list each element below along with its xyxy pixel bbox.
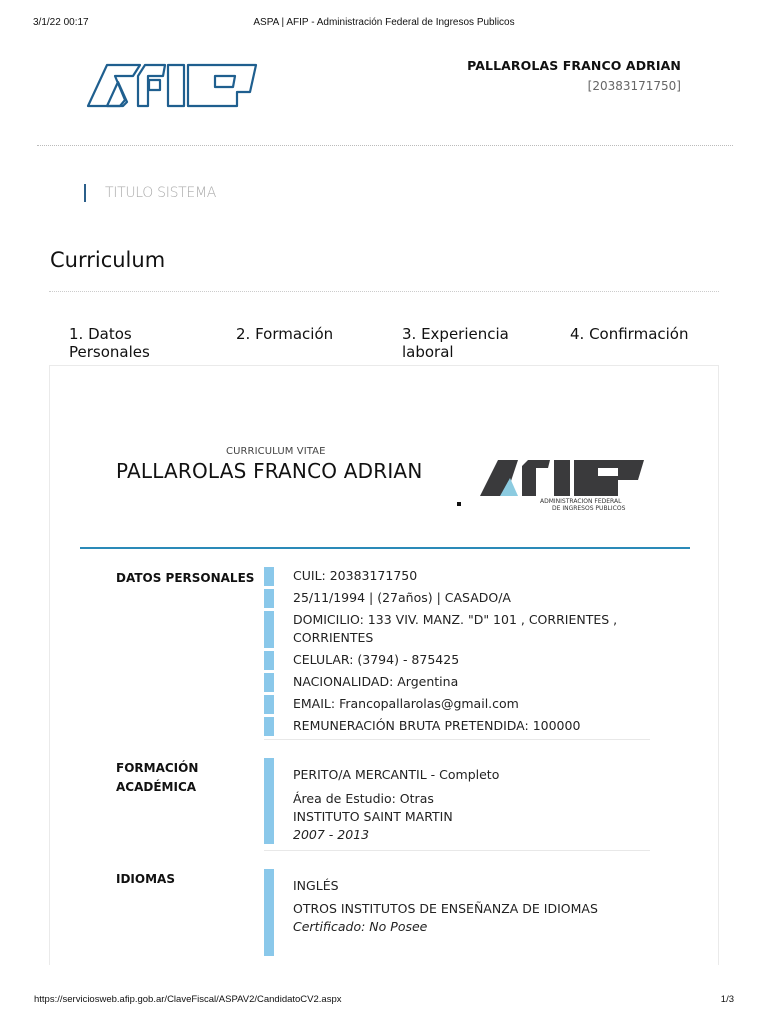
section-label-idiomas: IDIOMAS: [116, 872, 175, 886]
page-title: Curriculum: [50, 248, 166, 272]
language-certificate: Certificado: No Posee: [293, 919, 428, 934]
logo-caption-2: DE INGRESOS PUBLICOS: [552, 505, 626, 512]
salary-value: REMUNERACIÓN BRUTA PRETENDIDA: 100000: [293, 718, 581, 733]
list-item: [264, 567, 417, 586]
accent-bar: [264, 651, 274, 670]
cv-name: PALLAROLAS FRANCO ADRIAN: [116, 459, 423, 483]
divider: [264, 850, 650, 851]
accent-bar: [264, 695, 274, 714]
cv-label: CURRICULUM VITAE: [226, 446, 326, 457]
user-name: PALLAROLAS FRANCO ADRIAN: [467, 58, 681, 73]
accent-bar: [264, 611, 274, 648]
nationality-value: NACIONALIDAD: Argentina: [293, 674, 459, 689]
print-page-title: ASPA | AFIP - Administración Federal de Ingresos Publicos: [253, 17, 515, 28]
list-item: [264, 695, 519, 714]
wizard-steps: [69, 325, 729, 365]
language-institution: OTROS INSTITUTOS DE ENSEÑANZA DE IDIOMAS: [293, 901, 598, 916]
birthdate-value: 25/11/1994 | (27años) | CASADO/A: [293, 590, 511, 605]
language-name: INGLÉS: [293, 878, 339, 893]
list-item: [264, 673, 458, 692]
page-number: 1/3: [720, 994, 734, 1005]
print-header: [0, 17, 768, 31]
logo-caption-1: ADMINISTRACION FEDERAL: [540, 498, 622, 505]
email-value: EMAIL: Francopallarolas@gmail.com: [293, 696, 519, 711]
accent-bar: [264, 869, 274, 956]
section-label-formacion: FORMACIÓN ACADÉMICA: [116, 761, 199, 794]
divider: [37, 145, 733, 146]
step-datos-personales[interactable]: 1. Datos Personales: [69, 325, 150, 361]
address-value: DOMICILIO: 133 VIV. MANZ. "D" 101 , CORRIENTES , CORRIENTES: [293, 612, 618, 645]
step-experiencia-laboral[interactable]: 3. Experiencia laboral: [402, 325, 509, 361]
accent-bar: [264, 758, 274, 844]
degree-title: PERITO/A MERCANTIL - Completo: [293, 767, 500, 782]
afip-logo[interactable]: [85, 62, 260, 110]
divider: [49, 291, 719, 292]
list-item: [264, 611, 633, 648]
accent-bar: [264, 589, 274, 608]
study-area: Área de Estudio: Otras: [293, 791, 434, 806]
system-title: [84, 183, 216, 203]
afip-logo-dark: [478, 456, 648, 512]
accent-bar: [264, 673, 274, 692]
user-cuit: [20383171750]: [587, 79, 681, 93]
list-item: [264, 717, 580, 736]
accent-bar: [264, 567, 274, 586]
print-date: 3/1/22 00:17: [33, 17, 89, 28]
list-item: [264, 589, 511, 608]
phone-value: CELULAR: (3794) - 875425: [293, 652, 460, 667]
decorative-dot: [457, 502, 461, 506]
cuil-value: CUIL: 20383171750: [293, 568, 418, 583]
step-confirmacion[interactable]: 4. Confirmación: [570, 325, 689, 343]
accent-bar: [264, 717, 274, 736]
title-accent-bar: [84, 184, 86, 202]
section-rule: [80, 547, 690, 549]
list-item: [264, 651, 459, 670]
study-years: 2007 - 2013: [293, 827, 370, 842]
divider: [264, 739, 650, 740]
institution-name: INSTITUTO SAINT MARTIN: [293, 809, 453, 824]
user-info: [467, 58, 681, 93]
section-label-datos-personales: DATOS PERSONALES: [116, 571, 255, 585]
step-formacion[interactable]: 2. Formación: [236, 325, 334, 343]
print-url: https://serviciosweb.afip.gob.ar/ClaveFiscal/ASPAV2/CandidatoCV2.aspx: [34, 994, 342, 1005]
system-title-text: TITULO SISTEMA: [105, 185, 217, 201]
